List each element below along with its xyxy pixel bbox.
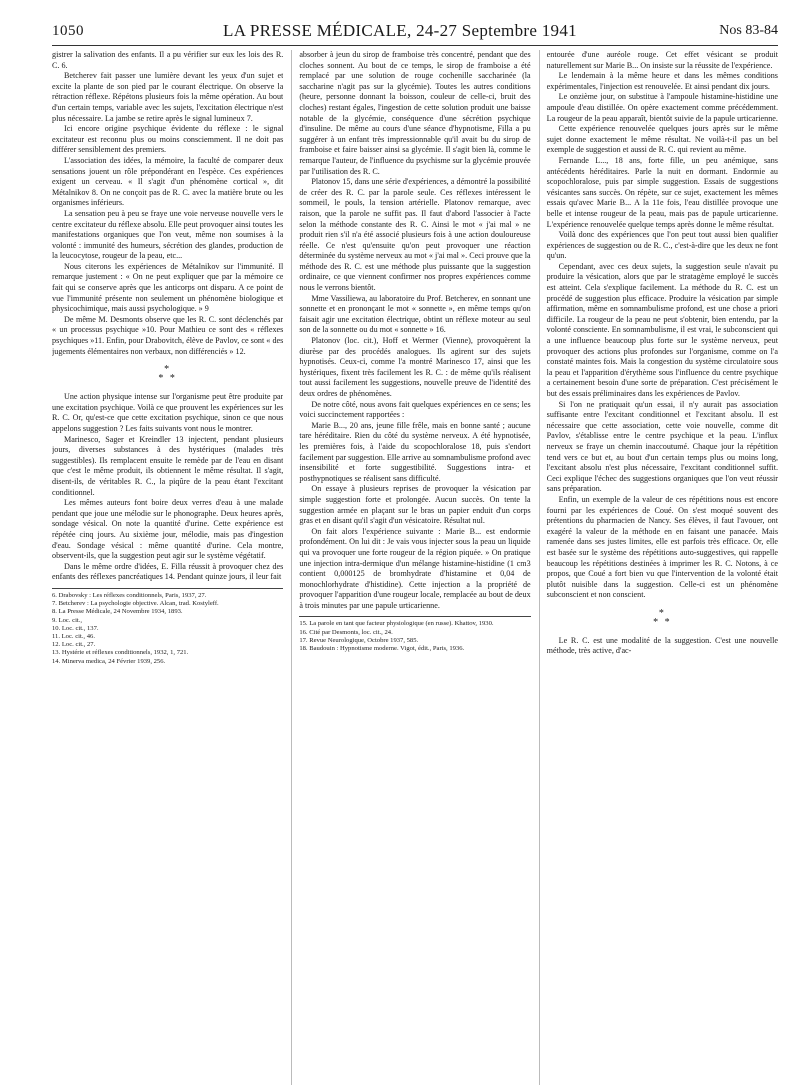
paragraph: Si l'on ne pratiquait qu'un essai, il n'y aurait pas association suffisante entre l'excitant conditionnel et l'excitant absolu. Il est nécessaire que cette association, cette voie nouvelle, comme dit Pavlov, s'établisse entre le centre psychique et la peau. L'influx nerveux se fraye un chemin inaccoutumé. Chaque jour la répétition tend vers ce but et, au bout d'un certain temps plus ou moins long, l'excitant absolu n'est plus nécessaire, l'excitant conditionnel suffit. Ceci explique l'échec des suggestions organiques que l'on veut réussir sans préparation. <box>546 399 778 494</box>
paragraph: Platonov 15, dans une série d'expériences, a démontré la possibilité de créer des R. C. par la parole seule. Ces réflexes intéressent le sommeil, le pouls, la tension artérielle. Platonov remarque, avec raison, que la parole ne suffit pas. Il faut d'abord l'associer à l'acte selon la méthode constante des R. C. Ainsi le mot « j'ai mal » ne produit rien s'il n'a été associé plusieurs fois à une action douloureuse réelle. Ce n'est qu'ensuite qu'on peut provoquer une réaction déterminée du système nerveux au mot « j'ai mal ». Ceci prouve que la méthode des R. C. est une méthode plus puissante que la suggestion ordinaire, ce que viennent confirmer nos propres expériences comme nous le verrons bientôt. <box>299 177 531 293</box>
paragraph: Cette expérience renouvelée quelques jours après sur le même sujet donne exactement le même résultat. Ne voilà-t-il pas un bel exemple de suggestion et aussi de R. C. qui revient au même. <box>546 124 778 155</box>
paragraph: Marinesco, Sager et Kreindler 13 injectent, pendant plusieurs jours, diverses substances à des hystériques (malades très suggestibles). Ils remplacent ensuite le remède par de l'eau en disant que c'est le même produit, ils obtiennent le même résultat. Il s'agit, disent-ils, de véritables R. C., la piqûre de la peau étant l'excitant conditionnel. <box>52 434 284 497</box>
paragraph: entourée d'une auréole rouge. Cet effet vésicant se produit naturellement sur Marie B... On insiste sur la réussite de l'expérience. <box>546 50 778 70</box>
footnote: 17. Revue Neurologique, Octobre 1937, 585. <box>299 636 419 644</box>
section-separator: * * * <box>653 607 672 628</box>
paragraph: Le onzième jour, on substitue à l'ampoule histamine-histidine une ampoule d'eau distillée. On opère exactement comme précédemment. La rougeur de la peau apparaît, bientôt suivie de la papule urticarienne. <box>546 92 778 123</box>
paragraph: Dans le même ordre d'idées, E. Filla réussit à provoquer chez des enfants des réflexes pancréatiques 14. Pendant quinze jours, il leur fait <box>52 561 284 582</box>
footnotes <box>52 588 283 666</box>
paragraph: Ici encore origine psychique évidente du réflexe : le signal excitateur est reconnu plus ou moins consciemment. Il ne doit pas différer sensiblement des premiers. <box>52 124 284 155</box>
column-1 <box>52 50 283 1085</box>
paragraph: La sensation peu à peu se fraye une voie nerveuse nouvelle vers le centre excitateur du réflexe absolu. Elle peut provoquer ainsi toutes les manifestations organiques que l'on veut, même non soumises à la volonté : immunité des humeurs, sécrétion des glandes, production de la leucocytose, rougeur de la peau, etc... <box>52 208 284 261</box>
footnote: 13. Hystérie et réflexes conditionnels, 1932, 1, 721. <box>52 649 189 657</box>
footnote: 16. Cité par Desmonts, loc. cit., 24. <box>299 628 393 636</box>
footnote: 7. Betcherev : La psychologie objective. Alcan, trad. Kostyleff. <box>52 600 219 608</box>
footnote: 8. La Presse Médicale, 24 Novembre 1934, 1893. <box>52 608 183 616</box>
footnote: 9. Loc. cit., <box>52 616 83 624</box>
footnote: 14. Minerva medica, 24 Février 1939, 256. <box>52 657 166 665</box>
paragraph: Nous citerons les expériences de Métalnikov sur l'immunité. Il remarque justement : « On ne peut expliquer que par la mémoire ce fait qui se conserve après que les anticorps ont disparu. A ce point de vue l'immunité présente non seulement un phénomène biologique et physicochimique, mais aussi psychologique. » 9 <box>52 261 284 314</box>
paragraph: Platonov (loc. cit.), Hoff et Wermer (Vienne), provoquèrent la diurèse par des procédés analogues. Ils agirent sur des sujets hypnotisés. Ceux-ci, comme l'a montré Marinesco 17, ainsi que les hystériques, fixent très facilement les R. C. : de même qu'ils réalisent tout aussi facilement les suggestions, nouvelle preuve de l'identité des deux ordres de phénomènes. <box>299 336 531 398</box>
footnote: 6. Drabovsky : Les réflexes conditionnels, Paris, 1937, 27. <box>52 591 207 599</box>
column-2 <box>291 50 530 1085</box>
paragraph: De notre côté, nous avons fait quelques expériences en ce sens; les voici succinctement rapportées : <box>299 399 531 420</box>
issue-number: Nos 83-84 <box>719 23 778 38</box>
column-3 <box>539 50 778 1085</box>
paragraph: Une action physique intense sur l'organisme peut être produite par une excitation psychique. Voilà ce que prouvent les expériences sur les R. C. Or, qu'est-ce que cette excitation psychique, sinon ce que nous appelons suggestion ? Les faits suivants vont nous le montrer. <box>52 392 284 433</box>
paragraph: Enfin, un exemple de la valeur de ces répétitions nous est encore fourni par les expériences de Coué. On s'est moqué souvent des prétentions du pharmacien de Nancy. Ses élèves, il faut l'avouer, ont exagéré la valeur de la méthode en en faisant une panacée. Mais ramenée dans ses justes limites, elle est parfois très efficace. Or, elle est basée sur le système des répétitions auto-suggestives, qui rappelle beaucoup les répétitions destinées à imprimer les R. C. Notons, à ce propos, que Coué a fort bien vu que l'intervention de la volonté était plutôt nuisible dans la suggestion. Celle-ci est un phénomène subconscient et non conscient. <box>546 494 778 600</box>
paragraph: On essaye à plusieurs reprises de provoquer la vésication par simple suggestion forte et prolongée. Aucun succès. On tente la suggestion armée en plaçant sur le bras un papier enduit d'un corps gras et en disant qu'il s'agit d'un vésicatoire. Résultat nul. <box>299 484 531 526</box>
paragraph: absorber à jeun du sirop de framboise très concentré, pendant que des cloches sonnent. Au bout de ce temps, le sirop de framboise a été remplacé par une solution de rouge cochenille saccharinée (la saccharine n'agit pas sur la glycémie). Toutes les autres conditions (heure, personne donnant la boisson, couleur de celle-ci, bruit des cloches) restant égales, l'ingestion de cette solution produit une baisse notable de la glycémie, conséquence d'une sécrétion psychique d'insuline. De même au cours d'une séance d'hypnotisme, Filla a pu suggérer à un enfant très impressionnable qu'il avait bu du sirop de framboise et faire baisser ainsi sa glycémie. Il s'agit bien là, comme le remarque l'auteur, de l'influence du psychisme sur la glycémie prouvée par l'utilisation des R. C. <box>299 50 531 176</box>
paragraph: Fernande L..., 18 ans, forte fille, un peu anémique, sans antécédents héréditaires. Parle la nuit en dormant. Endormie au scopochloralose, puis par simple suggestion. Essais de suggestions vésicantes sans succès. On répète, sur ce sujet, exactement les mêmes essais qu'avec Marie B... A la 11e fois, l'eau distillée provoque une belle et intense rougeur de la peau, mais pas de papule urticarienne. L'expérience renouvelée quelque temps après donne le même résultat. <box>546 155 778 229</box>
paragraph: L'association des idées, la mémoire, la faculté de comparer deux sensations jouent un rôle prépondérant en l'espèce. Ces expériences exigent un cerveau. « Il s'agit d'un phénomène cortical », dit Métalnikov 8. On ne conçoit pas de R. C. avec la matière brute ou les organismes inférieurs. <box>52 155 284 208</box>
footnote: 11. Loc. cit., 46. <box>52 632 95 640</box>
paragraph: Le R. C. est une modalité de la suggestion. C'est une nouvelle méthode, très active, d'ac- <box>546 635 778 656</box>
footnote: 15. La parole en tant que facteur physiologique (en russe). Khattov, 1930. <box>299 620 494 628</box>
footnote: 10. Loc. cit., 137. <box>52 624 99 632</box>
paragraph: On fait alors l'expérience suivante : Marie B... est endormie profondément. On lui dit : Je vais vous injecter sous la peau un liquide qui va provoquer une forte rougeur de la région piquée. » On pratique une injection intra-dermique d'un mélange histamine-histidine (1 cm3 contient 0,000125 de bromhydrate d'histamine et 0,04 de monochlorhydrate d'histidine). Cette injection a la propriété de provoquer l'apparition d'une rougeur locale, remplacée au bout de deux à trois minutes par une papule urticarienne. <box>299 526 531 610</box>
footnotes <box>299 616 530 653</box>
paragraph: Marie B..., 20 ans, jeune fille frêle, mais en bonne santé ; aucune tare héréditaire. Rien du côté du système nerveux. A été hypnotisée, les premières fois, à l'aide du scopochloralose 18, puis s'endort facilement par suggestion. Elle arrive au somnambulisme profond avec insensibilité et forte suggestibilité. Suggestions intra- et posthypnotiques se réalisent sans difficulté. <box>299 420 531 483</box>
paragraph: Cependant, avec ces deux sujets, la suggestion seule n'avait pu produire la vésication, alors que par le stratagème employé le succès est atteint. Cela s'explique facilement. La méthode du R. C. est un procédé de suggestion plus efficace. Produire la vésication par simple affirmation, même en somnambulisme profond, est une chose a priori difficile. La rougeur de la peau ne peut s'obtenir, bien entendu, par la volonté consciente. En somnambulisme, il est vrai, le subconscient qui a une influence beaucoup plus forte sur le système nerveux, peut provoquer des actions plus profondes sur l'organisme, comme on l'a constaté maintes fois. Mais la congestion du système circulatoire sous la peau et l'apparition d'érythème sous l'influence du centre psychique a certainement besoin d'une sorte de préparation. C'est précisément le but des essais préliminaires dans les expériences de Pavlov. <box>546 261 778 398</box>
text-columns <box>52 50 778 1085</box>
paragraph: Voilà donc des expériences que l'on peut tout aussi bien qualifier expériences de suggestion ou de R. C., c'est-à-dire que les deux ne font qu'un. <box>546 230 778 261</box>
paragraph: gistrer la salivation des enfants. Il a pu vérifier sur eux les lois des R. C. 6. <box>52 50 284 70</box>
page-header <box>52 22 778 40</box>
paragraph: Mme Vassiliewa, au laboratoire du Prof. Betcherev, en sonnant une sonnette et en prononçant le mot « sonnette », en même temps qu'on faisait agir une excitation électrique, obtint un réflexe moteur au seul son de la sonnette ou du mot « sonnette » 16. <box>299 293 531 335</box>
footnote: 18. Baudouin : Hypnotisme moderne. Vigot, édit., Paris, 1936. <box>299 645 465 653</box>
paragraph: Betcherev fait passer une lumière devant les yeux d'un sujet et excite la plante de son pied par le courant électrique. On observe la rétraction réflexe. Répétons plusieurs fois la même opération. Au bout d'un certain temps, variable avec les sujets, l'excitation électrique n'est plus nécessaire. La jambe se retire après le signal lumineux 7. <box>52 71 284 123</box>
page-number: 1050 <box>52 23 84 39</box>
paragraph: Le lendemain à la même heure et dans les mêmes conditions expérimentales, l'injection est renouvelée. Et ainsi pendant dix jours. <box>546 71 778 91</box>
paragraph: De même M. Desmonts observe que les R. C. sont déclenchés par « un processus psychique »10. Pour Mathieu ce sont des « réflexes psychiques »11. Enfin, pour Drabovitch, élève de Pavlov, ce sont « des jugements élémentaires non verbaux, non différenciés » 12. <box>52 314 284 356</box>
footnote: 12. Loc. cit., 27. <box>52 641 96 649</box>
header-rule <box>52 45 778 46</box>
section-separator: * * * <box>158 364 177 385</box>
publication-title: LA PRESSE MÉDICALE, 24-27 Septembre 1941 <box>223 21 577 40</box>
paragraph: Les mêmes auteurs font boire deux verres d'eau à une malade pendant que joue une mélodie sur le phonographe. Deux heures après, sondage vésical. On note la quantité d'urine. Cette expérience est répétée cinq jours. Au sixième jour, mélodie, mais pas d'ingestion d'eau. Sondage vésical : même quantité d'urine. Cela montre, observent-ils, que la suggestion peut agir sur le système végétatif. <box>52 498 284 561</box>
